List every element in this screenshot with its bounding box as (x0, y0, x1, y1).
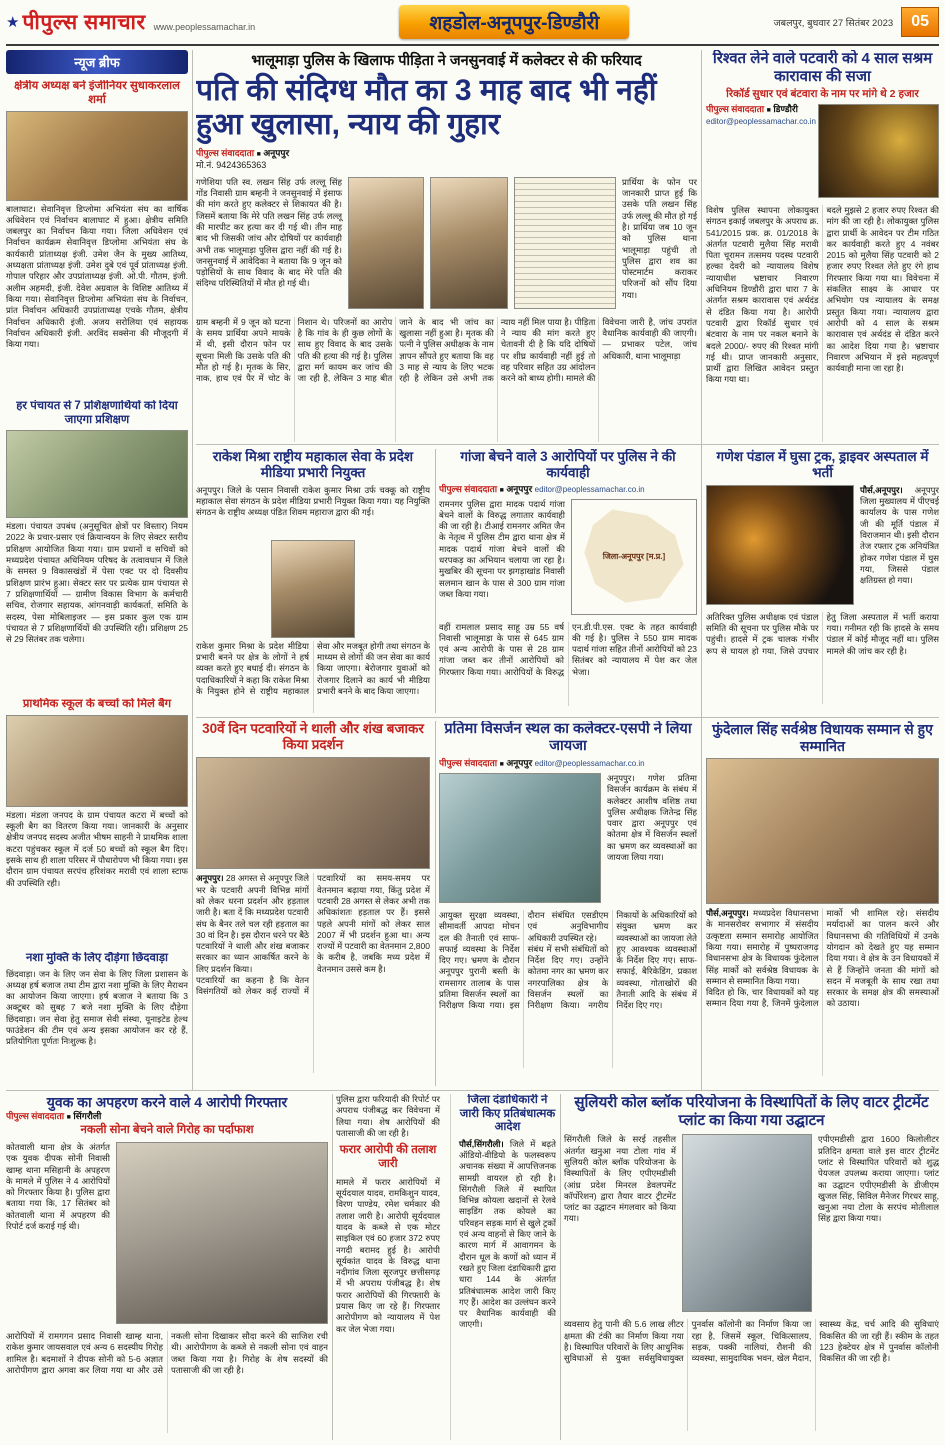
visarjan-body-1: अनूपपुर। गणेश प्रतिमा विसर्जन कार्यक्रम के संबंध में कलेक्टर आशीष वशिष्ठ तथा पुलिस अधीक्षक जितेन्द्र सिंह पवार द्वारा अनूपपुर एवं कोतमा क्षेत्र में विसर्जन स्थलों का भ्रमण कर व्यवस्थाओं का जायजा लिया गया। (607, 772, 697, 862)
lead-headline: पति की संदिग्ध मौत का 3 माह बाद भी नहीं हुआ खुलासा, न्याय की गुहार (196, 74, 657, 142)
patwari-dateline: अनूपपुर। (196, 873, 224, 884)
patwari-body-1 (196, 873, 309, 975)
truck-story (706, 449, 939, 713)
fundelal-dateline: पौर्स,अनूपपुर। (706, 908, 749, 919)
byline-agency: पीपुल्स संवाददाता (6, 1110, 65, 1121)
section-rule (196, 717, 939, 718)
byline-agency: पीपुल्स संवाददाता (439, 758, 498, 769)
visarjan-body-columns (439, 910, 697, 1068)
lead-photo-widow (430, 177, 508, 309)
section-rule (6, 1090, 939, 1091)
logo-text: पीपुल्स समाचार (22, 11, 146, 34)
section-rule (196, 444, 939, 445)
patwari-body-columns (196, 873, 430, 1073)
kidnap-body-columns (6, 1331, 328, 1433)
news-brief-title: न्यूज ब्रीफ (6, 50, 188, 74)
suliyari-body-columns (564, 1319, 939, 1431)
masthead (6, 4, 939, 46)
brief-article-school-bags (6, 698, 188, 944)
byline-location: अनूपपुर (263, 148, 290, 159)
lead-body-col2: प्रार्थिया के फोन पर जानकारी प्राप्त हुई कि उसके पति लखन सिंह उर्फ लल्लू की मौत हो गई है। प्रार्थिया जब 10 जून को पुलिस थाना भालूमाड़ा पहुंची तो पुलिस द्वारा शव का पोस्टमार्टम कराकर परिजनों को सौंप दिया गया। (622, 176, 697, 300)
truck-body-text: अनूपपुर जिला मुख्यालय में पीएचई कार्यालय के पास गणेश जी की मूर्ति पंडाल में विराजमान थी। इसी दौरान तेज रफ्तार ट्रक अनियंत्रित होकर गणेश पंडाल में घुस गया, जिससे पंडाल क्षतिग्रस्त हो गया। (860, 484, 939, 586)
lead-body-col1: गणेशिया पति स्व. लखन सिंह उर्फ लल्लू सिंह गोंड निवासी ग्राम बम्हनी ने जनसुनवाई में इंसाफ की मांग करते हुए कलेक्टर से शिकायत की है। जिसमें बताया कि मेरे पति लखन सिंह उर्फ लल्लू की मारपीट कर हत्या कर दी गई थी। तीन माह बाद भी जिसकी जांच और दोषियों पर कार्यवाही अभी तक भालूमाड़ा पुलिस द्वारा नहीं की गई है। जनसुनवाई में आवेदिका ने बताया कि 9 जून को पड़ोसियों के साथ विवाद के बाद मेरे पति की संदिग्ध परिस्थितियों में मौत हो गई थी। (196, 176, 342, 289)
suliyari-story (564, 1094, 939, 1440)
visarjan-body-2: आयुक्त सुरक्षा व्यवस्था, सीमावर्ती आपदा मोचन दल की तैनाती एवं साफ-सफाई व्यवस्था के निर्देश दिए गए। भ्रमण के दौरान अनूपपुर पुरानी बस्ती के रामसागर तालाब के पास प्रतिमा विसर्जन स्थलों का निरीक्षण किया गया। इस दौरान संबंधित एसडीएम एवं अनुविभागीय अधिकारी उपस्थित रहे। (439, 909, 609, 1011)
ganja-story (439, 449, 697, 713)
farar-headline: फरार आरोपी की तलाश जारी (339, 1144, 437, 1170)
bribery-body-2: बदले मुझसे 2 हजार रुपए रिश्वत की मांग की जा रही है। लोकायुक्त पुलिस द्वारा प्रार्थी के आवेदन पर टीम गठित कर कार्यवाही करते हुए 4 नवंबर 2015 को मुलैया सिंह पटवारी को 2 हजार रुपए रिश्वत लेते हुए रंगे हाथ गिरफ्तार किया गया था। विवेचना में संकलित साक्ष्य के आधार पर अभियोग पत्र न्यायालय के समक्ष प्रस्तुत किया गया। न्यायालय द्वारा आरोपी को 4 साल के सश्रम कारावास एवं अर्थदंड से दंडित करने का आदेश दिया गया है। भ्रष्टाचार निवारण अभियान में इसे महत्वपूर्ण कार्यवाही माना जा रहा है। (826, 204, 939, 374)
brief-body: मंडला। मंडला जनपद के ग्राम पंचायत कटरा में बच्चों को स्कूली बैग का वितरण किया गया। जानकारी के अनुसार क्षेत्रीय जनपद सदस्य अजीत भीषम साहनी ने प्राथमिक शाला कटरा पहुंचकर स्कूल में दर्ज 50 बच्चों को स्कूल बैग दिए। इसके साथ ही शाला परिसर में पौधारोपण भी किया गया। इस दौरान ग्राम पंचायत सरपंच हरिशंकर मरावी एवं शाला स्टाफ की उपस्थिति रही। (6, 809, 188, 888)
news-brief-column (6, 50, 188, 1090)
kidnap-byline (6, 1111, 328, 1123)
fundelal-body-1 (706, 908, 819, 987)
bribery-story (706, 50, 939, 442)
brief-article-engineer (6, 80, 188, 392)
danda-story (450, 1094, 556, 1440)
byline-location: सिंगरौली (73, 1110, 102, 1121)
brief-headline: नशा मुक्ति के लिए दौड़ेगा छिंदवाड़ा (25, 952, 169, 964)
suliyari-headline: सुलियरी कोल ब्लॉक परियोजना के विस्थापितों के लिए वाटर ट्रीटमेंट प्लांट का किया गया उद्घाटन (574, 1094, 929, 1129)
ganja-district-map (571, 499, 697, 615)
visarjan-byline (439, 758, 697, 770)
byline-phone: मो.नं. 9424365363 (196, 160, 267, 171)
ganja-body-1: रामनगर पुलिस द्वारा मादक पदार्थ गांजा बेचने वालों के विरुद्ध लगातार कार्यवाही की जा रही है। टीआई रामनगर अमित जैन के नेतृत्व में पुलिस टीम द्वारा थाना क्षेत्र में मादक पदार्थ गांजा बेचने वालों की धरपकड़ का अभियान चलाया जा रहा है। मुखबिर की सूचना पर झगड़ाखांड निवासी सलमान खान के पास से 300 ग्राम गांजा जब्त किया गया। (439, 498, 565, 599)
logo-star-icon: ★ (6, 14, 20, 31)
truck-body-1 (860, 485, 939, 607)
byline-separator-icon: ■ (256, 151, 261, 159)
farar-body: मामले में फरार आरोपियों में सूर्यदयाल यादव, रामकिशुन यादव, विरण पाण्डेय, रमेश चर्मकार की तलाश जारी है। आरोपी सूर्यदयाल यादव के कब्जे से एक मोटर साइकिल एवं 60 हजार 372 रुपए नगदी बरामद हुई है। आरोपी सूर्यकांत यादव के विरुद्ध थाना नदीगांव जिला सूरजपुर छत्तीसगढ़ में भी अपराध पंजीबद्ध है। शेष फरार आरोपियों की गिरफ्तारी के प्रयास किए जा रहे हैं। गिरफ्तार आरोपीगण को न्यायालय में पेश कर जेल भेजा गया। (336, 1176, 440, 1334)
farar-story (336, 1094, 440, 1440)
visarjan-photo-inspection (439, 773, 601, 903)
visarjan-story (439, 721, 697, 1086)
danda-body-text: जिले में बढ़ते ऑडियो-वीडियो के फलस्वरूप अचानक संख्या में आपत्तिजनक सामग्री वायरल हो रही है। सिंगरौली जिले में स्थापित विभिन्न कोयला खदानों से रेलवे साइडिंग तक कोयले का परिवहन सड़क मार्ग से खुले ट्रकों एवं अन्य वाहनों से किए जाने के कारण मार्ग में आवागमन के दौरान धूल के कणों को ध्यान में रखते हुए जिला दंडाधिकारी द्वारा धारा 144 के अंतर्गत प्रतिबंधात्मक आदेश जारी किए गए हैं। आदेश का उल्लंघन करने पर वैधानिक कार्यवाही की जाएगी। (459, 1138, 556, 1330)
kidnap-headline: युवक का अपहरण करने वाले 4 आरोपी गिरफ्तार (46, 1094, 288, 1110)
danda-headline: जिला दंडाधिकारी ने जारी किए प्रतिबंधात्मक आदेश (459, 1094, 556, 1134)
fundelal-body-columns (706, 908, 939, 1076)
patwari-body-2: पटवारियों का कहना है कि वेतन विसंगतियों को लेकर कई राज्यों में पटवारियों का समय-समय पर वेतनमान बढ़ाया गया, किंतु प्रदेश में पटवारी 28 अगस्त से लेकर अभी तक अधिकांशतः हड़ताल पर हैं। इससे पहले अपनी मांगों को लेकर साल 2007 में भी प्रदर्शन हुआ था। अन्य राज्यों में पटवारी का वेतनमान 2,800 के करीब है, जबकि मध्य प्रदेश में वेतनमान उससे कम है। (196, 873, 430, 997)
truck-dateline: पौर्स,अनूपपुर। (860, 484, 903, 495)
byline-separator-icon: ■ (499, 486, 504, 494)
fundelal-body-text: मध्यप्रदेश विधानसभा के मानसरोवर सभागार में संसदीय उत्कृष्टता सम्मान समारोह आयोजित किया गया। समारोह में पुष्पराजगढ़ विधानसभा क्षेत्र के विधायक फुंदेलाल सिंह मार्को को सर्वश्रेष्ठ विधायक के सम्मान से सम्मानित किया गया। (706, 908, 819, 986)
patwari-body-text: 28 अगस्त से अनूपपुर जिले भर के पटवारी अपनी विभिन्न मांगों को लेकर धरना प्रदर्शन और हड़ताल जारी है। बता दें कि मध्यप्रदेश पटवारी संघ के बैनर तले चल रही हड़ताल का 30 वां दिन है। इस दौरान धरने पर बैठे पटवारियों ने थाली और शंख बजाकर सरकार का ध्यान आकर्षित करने के लिए प्रदर्शन किया। (196, 873, 309, 974)
kidnap-body-1: कोतवाली थाना क्षेत्र के अंतर्गत एक युवक दीपक सोनी निवासी खाम्ह थाना मसिहानी के अपहरण के मामले में पुलिस ने 4 आरोपियों को गिरफ्तार किया है। पुलिस द्वारा बताया गया कि, 17 सितंबर को कोतवाली थाना में अपहरण की रिपोर्ट दर्ज कराई गई थी। (6, 1142, 110, 1232)
truck-body-columns (706, 612, 939, 704)
brief-body: बालाघाट। सेवानिवृत्त डिप्लोमा अभियंता संघ का वार्षिक अधिवेशन एवं निर्वाचन बालाघाट में हुआ। क्षेत्रीय समिति जबलपुर का निर्वाचन किया गया। जिला अधिवेशन एवं निर्वाचन कार्यक्रम सेवानिवृत्त डिप्लोमा अभियंता संघ के कार्यकारी प्रांताध्यक्ष इंजी. उमेश जैन के मुख्य आतिथ्य, अध्यक्षता प्रांताध्यक्ष इंजी. उमेश दुबे एवं पूर्व प्रांताध्यक्ष इंजी. गोपाल परिहार और उपप्रांताध्यक्ष इंजी. ओ.पी. गौतम, इंजी. अलीम अहमदी, इंजी. देवेश अग्रवाल के विशिष्ट आतिथ्य में किया गया। सेवानिवृत्त डिप्लोमा अभियंता संघ के निर्वाचन, प्रांत निर्वाचन अधिकारी उपप्रांताध्यक्ष एचके गौतम, क्षेत्रीय निर्वाचन अधिकारी इंजी. अजय सरोलिया एवं सहायक निर्वाचन अधिकारी इंजी. अरविंद सक्सेना की मौजूदगी में किया गया। (6, 203, 188, 350)
fundelal-headline: फुंदेलाल सिंह सर्वश्रेष्ठ विधायक सम्मान से हुए सम्मानित (712, 721, 933, 754)
column-rule (435, 721, 436, 1086)
truck-body-2: अतिरिक्त पुलिस अधीक्षक एवं पंडाल समिति की सूचना पर पुलिस मौके पर पहुंची। हादसे में ट्रक चालक गंभीर रूप से घायल हो गया, जिसे उपचार हेतु जिला अस्पताल में भर्ती कराया गया। गनीमत रही कि हादसे के समय पंडाल में कोई मौजूद नहीं था। पुलिस मामले की जांच कर रही है। (706, 611, 939, 656)
brief-body: छिंदवाड़ा। जन के लिए जन सेवा के लिए जिला प्रशासन के अध्यक्ष हर्ष बजाज तथा टीम द्वारा नशा मुक्ति के लिए मैराथन का आयोजन किया जाएगा। हर्ष बजाज ने बताया कि 3 अक्टूबर को सुबह 7 बजे नशा मुक्ति के लिए दौड़ेगा छिंदवाड़ा। जन सेवा हेतु समाज सेवी संस्था, यूनाइटेड हेल्थ फाउंडेशन की टीम एवं अन्य इसका आयोजन कर रहे हैं, प्रतियोगिता पूर्णतः निःशुल्क है। (6, 968, 188, 1047)
byline-email: editor@peoplessamachar.co.in (534, 759, 645, 769)
bribery-byline (706, 103, 816, 200)
danda-dateline: पौर्स,सिंगरौली। (459, 1138, 504, 1149)
mahakal-body-2: राकेश कुमार मिश्रा के प्रदेश मीडिया प्रभारी बनने पर क्षेत्र के लोगों ने हर्ष व्यक्त करते हुए बधाई दी। संगठन के पदाधिकारियों ने कहा कि राकेश मिश्रा के नियुक्त होने से राष्ट्रीय महाकाल सेवा और मजबूत होगी तथा संगठन के माध्यम से लोगों की जन सेवा का कार्य किया जाएगा। बेरोजगार युवाओं को रोजगार दिलाने का कार्य भी मीडिया प्रभारी बनने के बाद किया जाएगा। (196, 640, 430, 697)
bribery-body-columns (706, 205, 939, 442)
bribery-photo-gavel (818, 104, 939, 198)
edition-dateline: जबलपुर, बुधवार 27 सितंबर 2023 (773, 17, 894, 29)
patwari-headline: 30वें दिन पटवारियों ने थाली और शंख बजाकर किया प्रदर्शन (202, 721, 424, 753)
fundelal-body-2: विदित हो कि, चार विधायकों को यह सम्मान दिया गया है, जिनमें फुंदेलाल मार्को भी शामिल रहे। संसदीय मर्यादाओं का पालन करने और विधानसभा की गतिविधियों में उनके योगदान को देखते हुए यह सम्मान दिया गया। वे क्षेत्र के उन विधायकों में से हैं जिन्होंने जनता की मांगों को सदन में मजबूती के साथ रखा तथा सरकार के समक्ष क्षेत्र की समस्याओं को उठाया। (706, 908, 939, 1009)
lead-photo-complaint-letter (514, 177, 616, 309)
brief-headline: क्षेत्रीय अध्यक्ष बने इंजीनियर सुधाकरलाल शर्मा (14, 80, 180, 106)
byline-location: अनूपपुर (506, 758, 533, 769)
fundelal-story (706, 721, 939, 1086)
byline-email: editor@peoplessamachar.co.in (706, 116, 816, 126)
ganja-body-2: वहीं रामलाल प्रसाद साहू उम्र 55 वर्ष निवासी भालूमाड़ा के पास से 645 ग्राम एवं अन्य आरोपी के पास से 28 ग्राम गांजा जब्त कर तीनों आरोपियों को गिरफ्तार किया गया। आरोपियों के विरुद्ध एन.डी.पी.एस. एक्ट के तहत कार्यवाही की गई है। पुलिस ने 550 ग्राम मादक पदार्थ गांजा सहित तीनों आरोपियों को 23 सितंबर को न्यायालय में पेश कर जेल भेजा। (439, 621, 697, 677)
truck-photo-night (706, 485, 854, 605)
bribery-subhead: रिकॉर्ड सुधार एवं बंटवारा के नाम पर मांगे थे 2 हजार (726, 88, 919, 101)
lead-photo-husband (348, 177, 424, 309)
column-rule (332, 1094, 333, 1440)
lead-story (196, 50, 697, 442)
ganja-headline: गांजा बेचने वाले 3 आरोपियों पर पुलिस ने की कार्यवाही (460, 449, 676, 480)
kidnap-story (6, 1094, 328, 1440)
ganja-body-columns (439, 622, 697, 706)
column-rule (560, 1094, 561, 1440)
page-number: 05 (901, 7, 939, 37)
suliyari-photo-inauguration (682, 1134, 812, 1312)
byline-separator-icon: ■ (499, 761, 504, 769)
kidnap-body-2: आरोपियों में रामगगन प्रसाद निवासी खाम्ह थाना, राकेश कुमार जायसवाल एवं अन्य 6 सदस्यीय गिरोह शामिल है। बदमाशों ने दीपक सोनी को 5-6 अज्ञात आरोपीगण द्वारा अगवा कर लिया गया था और उसे नकली सोना दिखाकर सौदा करने की साजिश रची थी। आरोपीगण के कब्जे से नकली सोना एवं वाहन जब्त किया गया है। गिरोह के शेष सदस्यों की पतासाजी की जा रही है। (6, 1331, 328, 1375)
suliyari-body-3: व्यवसाय हेतु पानी की 5.6 लाख लीटर क्षमता की टंकी का निर्माण किया गया है। विस्थापित परिवारों के लिए आधुनिक सुविधाओं से युक्त सर्वसुविधायुक्त पुनर्वास कॉलोनी का निर्माण किया जा रहा है, जिसमें स्कूल, चिकित्सालय, सड़क, पक्की नालियां, रौशनी की व्यवस्था, सामुदायिक भवन, खेल मैदान, स्वास्थ्य केंद्र, चर्च आदि की सुविधाएं विकसित की जा रही हैं। स्कीम के तहत 123 हेक्टेयर क्षेत्र में पुनर्वास कॉलोनी विकसित की जा रही है। (564, 1319, 939, 1364)
fundelal-photo-award (706, 758, 939, 904)
bribery-headline: रिश्वत लेने वाले पटवारी को 4 साल सश्रम कारावास की सजा (712, 50, 933, 85)
brief-photo-felicitation (6, 111, 188, 201)
mahakal-story (196, 449, 430, 713)
byline-location: डिण्डौरी (773, 103, 798, 114)
brief-body: मंडला। पंचायत उपबंध (अनुसूचित क्षेत्रों पर विस्तार) नियम 2022 के प्रचार-प्रसार एवं क्रियान्वयन के लिए सेक्टर स्तरीय प्रशिक्षण आयोजित किया गया। ग्राम प्रधानों व सचिवों को मध्यप्रदेश पंचायत अधिनियम परिषद के तत्वावधान में जिले के समस्त 9 विकासखंडों में पेसा एक्ट पर दो दिवसीय प्रशिक्षण प्रारंभ हुआ। सेक्टर स्तर पर प्रत्येक ग्राम पंचायत से 7 प्रशिक्षणार्थियों — ग्रामीण विकास विभाग के कर्मचारी सचिव, रोजगार सहायक, आंगनवाड़ी कार्यकर्ता, समिति के सदस्य, पेसा मोबिलाइजर — इस प्रकार कुल एक ग्राम पंचायत से 7 प्रशिक्षणार्थियों की उपस्थिति रही। प्रशिक्षण 25 से 29 सितंबर तक चलेगा। (6, 521, 188, 645)
bottom-middle-column (336, 1094, 556, 1440)
byline-separator-icon: ■ (66, 1113, 71, 1121)
visarjan-body-3: संबंध में सभी संबंधितों को निर्देश दिए गए। उन्होंने कोतमा नगर का भ्रमण कर नगरपालिका क्षेत्र के विसर्जन स्थलों का निरीक्षण किया। नगरीय निकायों के अधिकारियों को संयुक्त भ्रमण कर व्यवस्थाओं का जायजा लेते हुए आवश्यक व्यवस्थाओं के निर्देश दिए गए। साफ-सफाई, बैरिकेडिंग, प्रकाश व्यवस्था, गोताखोरों की तैनाती आदि के संबंध में निर्देश दिए गए। (527, 909, 697, 1011)
column-rule (701, 50, 702, 1090)
truck-headline: गणेश पंडाल में घुसा ट्रक, ड्राइवर अस्पताल में भर्ती (716, 449, 929, 480)
patwari-protest-story (196, 721, 430, 1086)
visarjan-headline: प्रतिमा विसर्जन स्थल का कलेक्टर-एसपी ने लिया जायजा (444, 721, 692, 755)
lead-body-col3: ग्राम बम्हनी में 9 जून को घटना के समय प्रार्थिया अपने मायके में थी, इसी दौरान फोन पर सूचना मिली कि उसके पति की मौत हो गई है। मृतक के सिर, नाक, हाथ एवं पैर में चोट के निशान थे। परिजनों का आरोप है कि गांव के ही कुछ लोगों के साथ हुए विवाद के बाद उसके पति की हत्या की गई है। पुलिस द्वारा मर्ग कायम कर जांच की जा रही है, लेकिन 3 माह बीत जाने के बाद भी जांच का खुलासा नहीं हुआ है। मृतक की पत्नी ने पुलिस अधीक्षक के नाम ज्ञापन सौंपते हुए बताया कि वह 3 माह से न्याय के लिए भटक रही है लेकिन उसे अभी तक न्याय नहीं मिल पाया है। पीड़िता ने न्याय की मांग करते हुए चेतावनी दी है कि यदि दोषियों पर शीघ्र कार्यवाही नहीं हुई तो वह परिवार सहित उग्र आंदोलन करने को बाध्य होगी। मामले की विवेचना जारी है, जांच उपरांत वैधानिक कार्यवाही की जाएगी। — प्रभाकर पटेल, जांच अधिकारी, थाना भालूमाड़ा (196, 316, 697, 384)
suliyari-body-1: सिंगरौली जिले के सरई तहसील अंतर्गत खनुआ नया टोला गांव में सुलियरी कोल ब्लॉक परियोजना के विस्थापितों के लिए एपीएमडीसी (आंध्र प्रदेश मिनरल डेवलपमेंट कॉर्पोरेशन) द्वारा तैयार वाटर ट्रीटमेंट प्लांट का उद्घाटन मंगलवार को किया गया। (564, 1134, 676, 1224)
column-rule (435, 449, 436, 713)
farar-intro: पुलिस द्वारा फरियादी की रिपोर्ट पर अपराध पंजीबद्ध कर विवेचना में लिया गया। शेष आरोपियों की पतासाजी की जा रही है। (336, 1094, 440, 1138)
byline-email: editor@peoplessamachar.co.in (534, 484, 645, 494)
brief-article-training (6, 400, 188, 690)
newspaper-logo (6, 8, 146, 36)
mahakal-photo-portrait (271, 540, 355, 638)
lead-byline (196, 148, 697, 171)
byline-separator-icon: ■ (766, 106, 771, 114)
brief-article-marathon (6, 952, 188, 1074)
mahakal-headline: राकेश मिश्रा राष्ट्रीय महाकाल सेवा के प्रदेश मीडिया प्रभारी नियुक्त (212, 449, 414, 480)
column-rule (192, 50, 193, 1090)
brief-headline: प्राथमिक स्कूल के बच्चों को मिले बैग (22, 698, 172, 710)
brief-headline: हर पंचायत से 7 प्रशिक्षणार्थियों को दिया जाएगा प्रशिक्षण (16, 400, 178, 426)
website-url: www.peoplessamachar.in (153, 22, 256, 32)
byline-agency: पीपुल्स संवाददाता (439, 483, 498, 494)
mahakal-body-columns (196, 641, 430, 713)
lead-body-columns (196, 317, 697, 442)
patwari-photo-protest (196, 757, 430, 869)
suliyari-body-2: एपीएमडीसी द्वारा 1600 किलोलीटर प्रतिदिन क्षमता वाले इस वाटर ट्रीटमेंट प्लांट से विस्थापित परिवारों को शुद्ध पेयजल उपलब्ध कराया जाएगा। प्लांट का उद्घाटन एपीएमडीसी के डीजीएम खुजल सिंह, सिविल मैनेजर गिरधर साहू, खनुआ नया टोला के सरपंच मोतीलाल सिंह द्वारा किया गया। (818, 1134, 939, 1224)
danda-body (459, 1139, 556, 1331)
kidnap-subhead: नकली सोना बेचने वाले गिरोह का पर्दाफाश (80, 1124, 254, 1137)
byline-agency: पीपुल्स संवाददाता (706, 103, 765, 114)
kidnap-photo-accused (116, 1142, 328, 1324)
ganja-byline (439, 484, 697, 496)
bribery-body-1: विशेष पुलिस स्थापना लोकायुक्त संगठन इकाई जबलपुर के अपराध क्र. 541/2015 प्रक. क्र. 01/2018 के अंतर्गत पटवारी मुलैया सिंह मरावी पिता चूरामन तत्समय पदस्थ पटवारी हल्का देवरी को न्यायालय विशेष न्यायाधीश भ्रष्टाचार निवारण अधिनियम डिण्डौरी द्वारा धारा 7 के अंतर्गत सश्रम कारावास एवं अर्थदंड से दंडित किया गया है। आरोपी पटवारी द्वारा रिकॉर्ड सुधार एवं बंटवारा के नाम पर नकल बनाने के बदले 2000/- रुपए की रिश्वत मांगी गई थी। प्राप्त जानकारी अनुसार, प्रार्थी द्वारा लिखित आवेदन प्रस्तुत किया गया था। (706, 204, 819, 385)
lead-kicker: भालूमाड़ा पुलिस के खिलाफ पीड़िता ने जनसुनवाई में कलेक्टर से की फरियाद (251, 53, 642, 69)
byline-location: अनूपपुर (506, 483, 533, 494)
brief-photo-training (6, 430, 188, 518)
brief-photo-school (6, 715, 188, 807)
map-label: जिला-अनूपपुर [म.प्र.] (602, 552, 666, 562)
mahakal-body-1: अनूपपुर। जिले के पसान निवासी राकेश कुमार मिश्रा उर्फ चक्कू को राष्ट्रीय महाकाल सेवा संगठन के प्रदेश मीडिया प्रभारी नियुक्त किया गया। यह नियुक्ति संगठन के राष्ट्रीय अध्यक्ष पंडित शिवम महाराज द्वारा की गई। (196, 484, 430, 518)
byline-agency: पीपुल्स संवाददाता (196, 148, 255, 159)
region-banner: शहडोल-अनूपपुर-डिण्डौरी (399, 5, 629, 39)
